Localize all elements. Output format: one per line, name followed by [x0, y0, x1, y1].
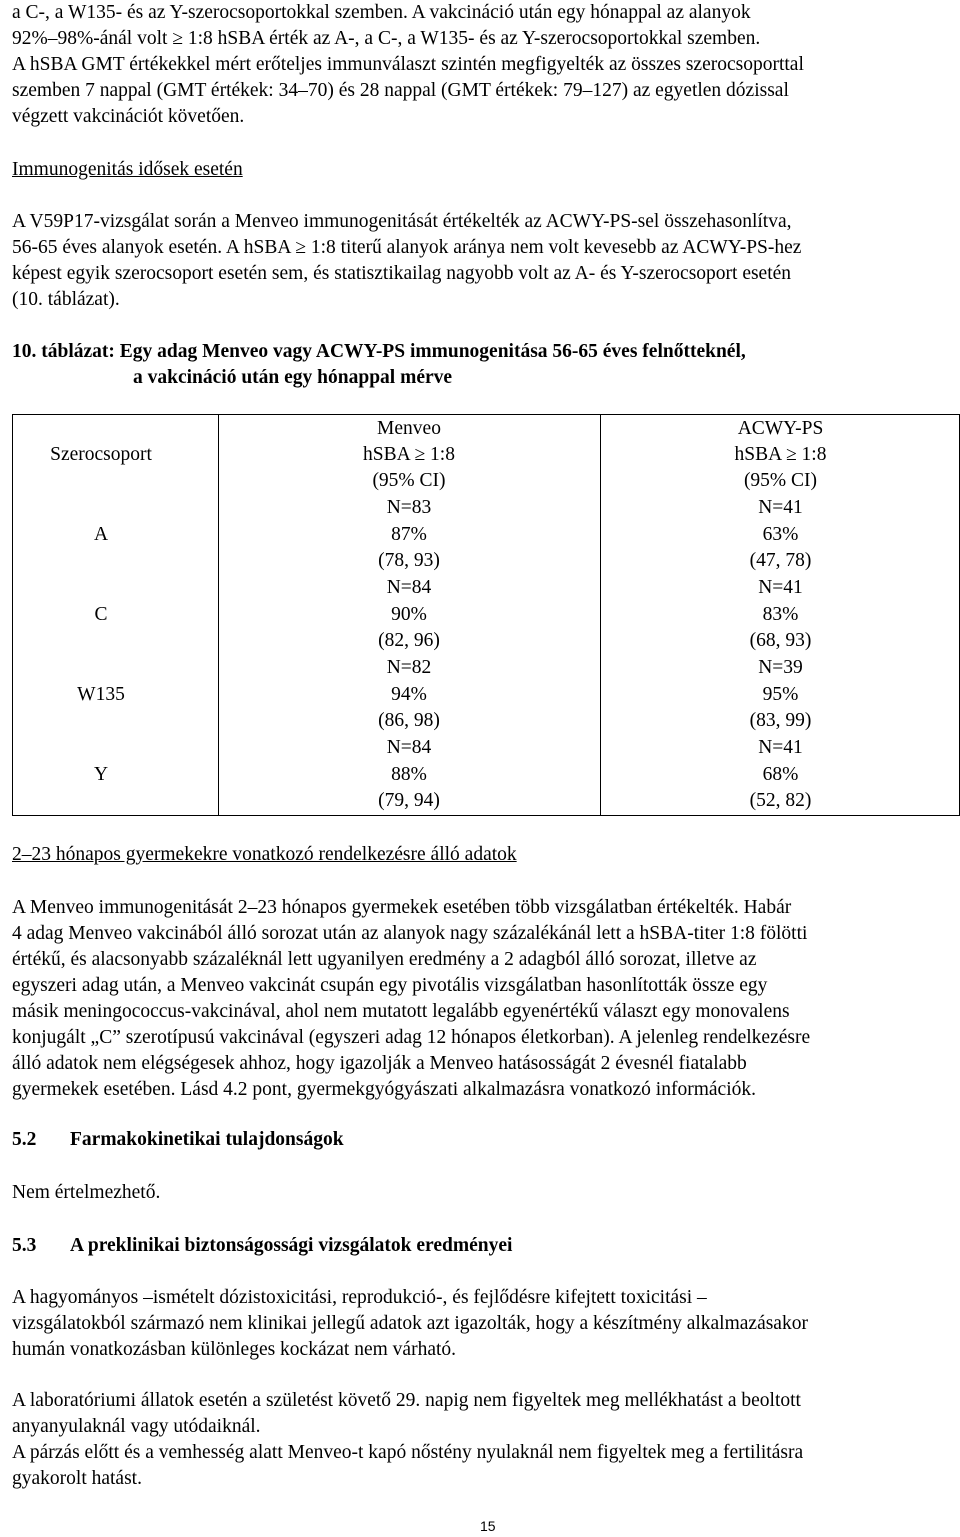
cell-line: 83%	[762, 603, 799, 625]
cell-line: N=39	[758, 657, 803, 678]
text-line: képest egyik szerocsoport esetén sem, és statisztikailag nagyobb volt az A- és Y-szerocsoport esetén	[12, 263, 792, 284]
preclinical-paragraph	[12, 1440, 942, 1492]
cell-line: 90%	[391, 603, 427, 625]
immunogenicity-table	[12, 414, 960, 816]
header-line: ACWY-PS	[737, 418, 824, 439]
header-acwy	[600, 416, 960, 494]
cell-line: N=84	[386, 737, 432, 758]
page-number: 15	[480, 1518, 496, 1534]
text-line: (10. táblázat).	[12, 289, 120, 310]
serogroup-cell: A	[93, 524, 109, 545]
text-line: A laboratóriumi állatok esetén a születést követő 29. napig nem figyeltek meg mellékhatást a beoltott	[12, 1390, 801, 1411]
header-line: (95% CI)	[372, 470, 446, 491]
cell-line: N=41	[758, 737, 803, 758]
immunogenicity-elderly-heading: Immunogenitás idősek esetén	[12, 159, 243, 180]
cell-line: N=84	[386, 577, 432, 598]
text-line: A Menveo immunogenitását 2–23 hónapos gyermekek esetében több vizsgálatban értékelték. Habár	[12, 897, 792, 918]
serogroup-cell: Y	[93, 764, 109, 785]
cell-line: 88%	[391, 763, 427, 785]
caption-line: 10. táblázat: Egy adag Menveo vagy ACWY-PS immunogenitása 56-65 éves felnőtteknél,	[12, 341, 746, 362]
immunogenicity-elderly-paragraph	[12, 209, 942, 313]
text-line: vizsgálatokból származó nem klinikai jellegű adatok azt igazolták, hogy a készítmény alkalmazásakor	[12, 1313, 808, 1334]
text-line: 4 adag Menveo vakcinából álló sorozat után az alanyok nagy százalékánál lett a hSBA-titer 1:8 fölötti	[12, 923, 808, 944]
text-line: 56-65 éves alanyok esetén. A hSBA ≥ 1:8 titerű alanyok aránya nem volt kevesebb az ACWY-PS-hez	[12, 237, 802, 258]
cell-line: (68, 93)	[749, 630, 812, 651]
cell-line: N=83	[386, 497, 432, 518]
cell-line: (86, 98)	[378, 710, 440, 731]
text-line: szemben 7 nappal (GMT értékek: 34–70) és 28 nappal (GMT értékek: 79–127) az egyetlen dózissal	[12, 80, 789, 101]
cell-line: (78, 93)	[378, 550, 440, 571]
text-line: A hagyományos –ismételt dózistoxicitási, reprodukció-, és fejlődésre kifejtett toxicitási –	[12, 1287, 707, 1308]
preclinical-paragraph	[12, 1285, 942, 1363]
section-5-3-heading	[12, 1233, 512, 1259]
text-line: másik meningococcus-vakcinával, ahol nem mutatott legalább egyenértékű választ egy monovalens	[12, 1001, 790, 1022]
text-line: konjugált „C” szerotípusú vakcinával (egyszeri adag 12 hónapos életkorban). A jelenleg rendelkezésre	[12, 1027, 811, 1048]
cell-line: N=41	[758, 497, 803, 518]
menveo-cell	[218, 735, 600, 815]
pediatric-data-heading: 2–23 hónapos gyermekekre vonatkozó rendelkezésre álló adatok	[12, 844, 517, 865]
cell-line: (79, 94)	[378, 790, 440, 811]
text-line: A V59P17-vizsgálat során a Menveo immunogenitását értékelték az ACWY-PS-sel összehasonlítva,	[12, 211, 792, 232]
cell-line: (47, 78)	[749, 550, 812, 571]
header-menveo	[218, 416, 600, 494]
cell-line: N=41	[758, 577, 803, 598]
text-line: értékű, és alacsonyabb százaléknál lett ugyanilyen eredmény a 2 adagból álló sorozat, illetve az	[12, 949, 757, 970]
acwy-cell	[600, 495, 960, 575]
header-line: Menveo	[377, 418, 441, 439]
cell-line: N=82	[386, 657, 432, 678]
text-line: álló adatok nem elégségesek ahhoz, hogy igazolják a Menveo hatásosságát 2 évesnél fiatalabb	[12, 1053, 747, 1074]
text-line: gyakorolt hatást.	[12, 1468, 142, 1489]
cell-line: (82, 96)	[378, 630, 440, 651]
acwy-cell	[600, 575, 960, 655]
text-line: humán vonatkozásban különleges kockázat nem várható.	[12, 1339, 457, 1360]
cell-line: 94%	[391, 683, 427, 705]
cell-line: 95%	[762, 683, 799, 705]
text-line: anyanyulaknál vagy utódaiknál.	[12, 1416, 261, 1437]
header-serogroup: Szerocsoport	[50, 444, 152, 465]
caption-line: a vakcináció után egy hónappal mérve	[133, 367, 453, 388]
serogroup-cell: C	[94, 604, 108, 625]
text-line: végzett vakcinációt követően.	[12, 106, 245, 127]
section-5-2-heading	[12, 1127, 344, 1153]
header-line: hSBA ≥ 1:8	[363, 444, 455, 465]
text-line: a C-, a W135- és az Y-szerocsoportokkal szemben. A vakcináció után egy hónappal az alanyok	[12, 2, 751, 23]
pediatric-paragraph	[12, 895, 942, 1103]
section-title: A preklinikai biztonságossági vizsgálatok eredményei	[70, 1235, 513, 1256]
menveo-cell	[218, 495, 600, 575]
cell-line: (83, 99)	[749, 710, 812, 731]
section-number: 5.3	[12, 1235, 37, 1256]
text-line: gyermekek esetében. Lásd 4.2 pont, gyermekgyógyászati alkalmazásra vonatkozó információk.	[12, 1079, 756, 1100]
menveo-cell	[218, 655, 600, 735]
section-number: 5.2	[12, 1129, 37, 1150]
text-line: A párzás előtt és a vemhesség alatt Menveo-t kapó nőstény nyulaknál nem figyeltek meg a fertilitásra	[12, 1442, 804, 1463]
header-line: (95% CI)	[743, 470, 818, 491]
section-title: Farmakokinetikai tulajdonságok	[70, 1129, 344, 1150]
text-line: A hSBA GMT értékekkel mért erőteljes immunválaszt szintén megfigyelték az összes szerocsoporttal	[12, 54, 804, 75]
cell-line: 63%	[762, 523, 799, 545]
text-line: egyszeri adag után, a Menveo vakcinát csupán egy pivotális vizsgálatban hasonlították össze egy	[12, 975, 768, 996]
text-line: 92%–98%-ánál volt ≥ 1:8 hSBA érték az A-, a C-, a W135- és az Y-szerocsoportokkal szemben.	[12, 28, 761, 49]
preclinical-paragraph	[12, 1388, 942, 1440]
serogroup-cell: W135	[77, 684, 125, 705]
cell-line: (52, 82)	[749, 790, 812, 811]
intro-paragraph	[12, 0, 942, 130]
acwy-cell	[600, 655, 960, 735]
cell-line: 87%	[391, 523, 427, 545]
cell-line: 68%	[762, 763, 799, 785]
acwy-cell	[600, 735, 960, 815]
menveo-cell	[218, 575, 600, 655]
table-caption	[12, 339, 942, 391]
header-line: hSBA ≥ 1:8	[734, 444, 827, 465]
section-5-2-text: Nem értelmezhető.	[12, 1182, 161, 1203]
